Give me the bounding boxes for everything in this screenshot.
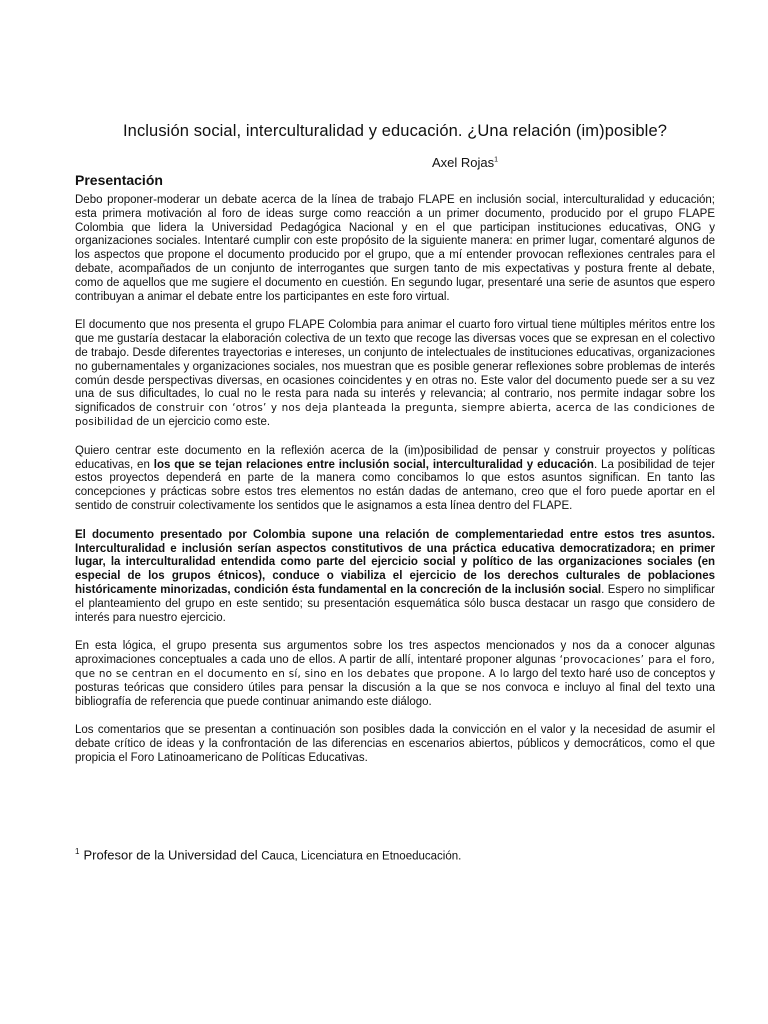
paragraph-5-text-b: ‘provocaciones’ para el foro, que no se centran en el documento en sí, sino en los debates que propone. A lo <box>75 654 715 680</box>
author-footnote-marker: 1 <box>494 156 499 164</box>
paragraph-4-bold: El documento presentado por Colombia supone una relación de complementariedad entre estos tres asuntos. Interculturalidad e inclusión serían aspectos constitutivos de una práctica educativa democratizadora; en primer lugar, la interculturalidad entendida como parte del ejercicio social y político de las organizaciones sociales (en especial de los grupos étnicos), conduce o viabiliza el ejercicio de los derechos culturales de poblaciones históricamente minorizadas, condición ésta fundamental en la concreción de la inclusión social <box>75 528 715 596</box>
paragraph-2-text-a: El documento que nos presenta el grupo FLAPE Colombia para animar el cuarto foro virtual tiene múltiples méritos entre los que me gustaría destacar la elaboración colectiva de un texto que recoge las diversas voces que se expresan en el colectivo de trabajo. Desde diferentes trayectorias e intereses, un conjunto de intelectuales de instituciones educativas, organizaciones no gubernamentales y organizaciones sociales, nos muestran que es posible generar reflexiones sobre problemas de interés común desde perspectivas diversas, en ocasiones coincidentes y en otras no. Este valor del documento puede ser a su vez una de sus dificultades, lo cual no le resta para nada su interés y relevancia; al contrario, nos permite indagar sobre los significados de <box>75 319 715 415</box>
footnote <box>75 847 461 862</box>
document-title: Inclusión social, interculturalidad y educación. ¿Una relación (im)posible? <box>122 122 667 140</box>
paragraph-4-text-b: . Espero no simplificar el planteamiento del grupo en este sentido; su presentación esquemática sólo busca destacar un rasgo que considero de interés para nuestro ejercicio. <box>75 583 715 624</box>
paragraph-3-text-b: . La posibilidad de tejer estos proyectos dependerá en parte de la manera como concibamos lo que estos asuntos significan. En tanto las concepciones y prácticas sobre estos tres elementos no están dadas de antemano, creo que el foro puede aportar en el sentido de construir colectivamente los sentidos que le asignamos a esta línea dentro del FLAPE. <box>75 458 716 512</box>
paragraph-5-text-a: En esta lógica, el grupo presenta sus argumentos sobre los tres aspectos mencionados y nos da a conocer algunas aproximaciones conceptuales a cada uno de ellos. A partir de allí, intentaré proponer algunas <box>75 640 715 667</box>
section-heading: Presentación <box>75 172 163 188</box>
paragraph-2 <box>75 319 715 429</box>
paragraph-4 <box>75 529 715 626</box>
paragraph-5-text-c: largo del texto haré uso de conceptos y posturas teóricas que considero útiles para pensar la discusión a la que se nos convoca e incluyo al final del texto una bibliografía de referencia que puede continuar animando este diálogo. <box>75 667 716 708</box>
author-line <box>75 155 715 170</box>
paragraph-3-bold: los que se tejan relaciones entre inclusión social, interculturalidad y educación <box>153 458 594 471</box>
footnote-marker: 1 <box>75 847 80 856</box>
document-page <box>75 122 715 781</box>
paragraph-2-text-c: de un ejercicio como este. <box>133 415 271 428</box>
paragraph-2-text-b: construir con ‘otros’ y nos deja planteada la pregunta, siempre abierta, acerca de las condiciones de posibilidad <box>75 402 715 428</box>
paragraph-3 <box>75 445 715 514</box>
paragraph-6: Los comentarios que se presentan a continuación son posibles dada la convicción en el valor y la necesidad de asumir el debate crítico de ideas y la confrontación de las diferencias en escenarios abiertos, públicos y democráticos, como el que propicia el Foro Latinoamericano de Políticas Educativas. <box>75 724 715 764</box>
paragraph-5 <box>75 640 715 709</box>
author-name: Axel Rojas <box>431 155 495 170</box>
paragraph-3-text-a: Quiero centrar este documento en la reflexión acerca de la (im)posibilidad de pensar y construir proyectos y políticas educativas, en <box>75 444 715 471</box>
footnote-text-b: Cauca, Licenciatura en Etnoeducación. <box>261 850 462 863</box>
footnote-text-a: Profesor de la Universidad del <box>83 847 262 863</box>
paragraph-1: Debo proponer-moderar un debate acerca de la línea de trabajo FLAPE en inclusión social, interculturalidad y educación; esta primera motivación al foro de ideas surge como reacción a un primer documento, producido por el grupo FLAPE Colombia que lidera la Universidad Pedagógica Nacional y en el que participan instituciones educativas, ONG y organizaciones sociales. Intentaré cumplir con este propósito de la siguiente manera: en primer lugar, comentaré algunos de los aspectos que propone el documento producido por el grupo, que a mí entender provocan reflexiones centrales para el debate, acompañados de un conjunto de interrogantes que surgen tanto de mis expectativas y postura frente al debate, como de aquellos que me sugiere el documento en cuestión. En segundo lugar, presentaré una serie de asuntos que espero contribuyan a animar el debate entre los participantes en este foro virtual. <box>75 194 715 303</box>
